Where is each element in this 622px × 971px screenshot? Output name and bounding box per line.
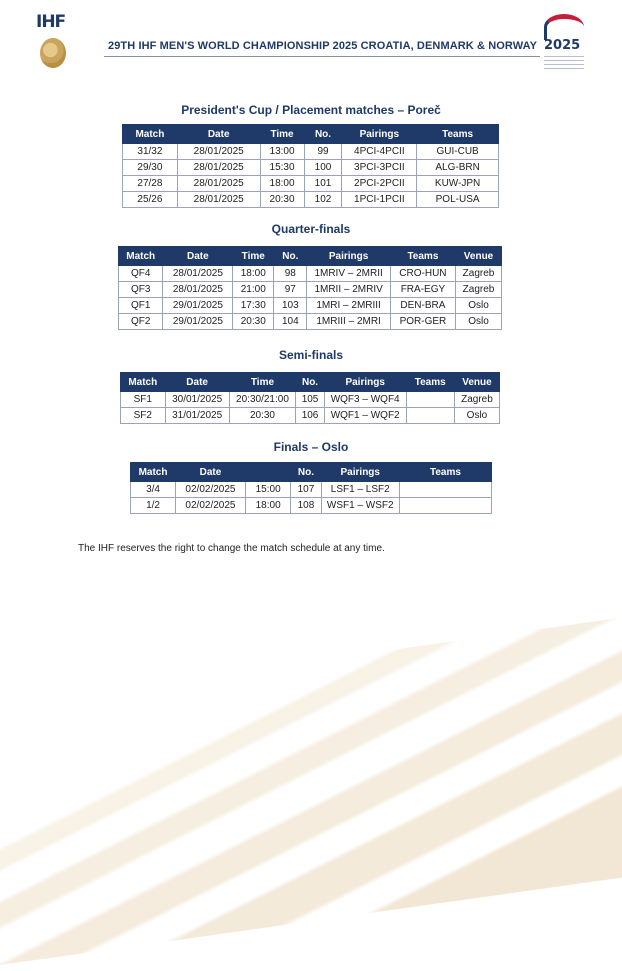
header-divider [104,56,540,57]
table-cell: 13:00 [260,144,304,160]
column-header: Time [233,247,274,266]
table-cell: 3/4 [131,482,176,498]
table-row [123,144,499,160]
table-cell: POR-GER [390,314,455,330]
column-header: Venue [456,247,502,266]
table-cell: 106 [296,408,325,424]
table-cell: QF1 [119,298,163,314]
presidents-cup-title: President's Cup / Placement matches – Poreč [181,103,441,117]
table-cell [406,408,454,424]
table-cell: 98 [274,266,307,282]
table-cell [406,392,454,408]
table-cell: FRA-EGY [390,282,455,298]
table-cell: 18:00 [260,176,304,192]
table-cell: 107 [291,482,321,498]
table-cell: 4PCI-4PCII [342,144,417,160]
table-cell: 1/2 [131,498,176,514]
column-header: No. [296,373,325,392]
table-cell: QF2 [119,314,163,330]
finals-title: Finals – Oslo [273,440,349,454]
table-cell: KUW-JPN [417,176,499,192]
table-cell: POL-USA [417,192,499,208]
table-cell: WSF1 – WSF2 [321,498,399,514]
table-cell: SF1 [121,392,166,408]
table-cell: GUI-CUB [417,144,499,160]
ihf-logo [36,12,72,70]
column-header: Pairings [324,373,406,392]
table-cell: 28/01/2025 [177,176,260,192]
table-cell: 02/02/2025 [176,482,246,498]
column-header: No. [274,247,307,266]
table-cell: 102 [304,192,342,208]
table-cell: 20:30/21:00 [229,392,296,408]
table-cell: 1PCI-1PCII [342,192,417,208]
table-cell: WQF1 – WQF2 [324,408,406,424]
table-cell: 18:00 [245,498,291,514]
table-cell: 28/01/2025 [177,192,260,208]
table-cell: 17:30 [233,298,274,314]
championship-logo [544,14,590,76]
column-header: Date [165,373,229,392]
table-cell: 105 [296,392,325,408]
table-row [119,282,502,298]
column-header: Pairings [342,125,417,144]
column-header: Match [121,373,166,392]
table-cell: 29/01/2025 [163,298,233,314]
table-cell: 28/01/2025 [177,144,260,160]
quarter-finals-title: Quarter-finals [271,222,351,236]
column-header: Date [163,247,233,266]
column-header: Match [123,125,178,144]
table-cell: DEN-BRA [390,298,455,314]
column-header: Date [176,463,246,482]
handball-icon [40,38,66,68]
table-cell: LSF1 – LSF2 [321,482,399,498]
table-cell: Oslo [456,314,502,330]
semi-finals-title: Semi-finals [278,348,344,362]
column-header: Teams [399,463,491,482]
table-cell: 28/01/2025 [163,266,233,282]
table-cell: Zagreb [456,266,502,282]
column-header: Date [177,125,260,144]
table-cell: 28/01/2025 [163,282,233,298]
table-cell: Oslo [454,408,499,424]
table-cell: 104 [274,314,307,330]
table-cell: 1MRIII – 2MRI [307,314,390,330]
column-header: No. [291,463,321,482]
table-cell: 31/01/2025 [165,408,229,424]
table-cell: 99 [304,144,342,160]
table-cell: QF3 [119,282,163,298]
championship-arc-icon [544,14,584,40]
table-row [131,482,492,498]
column-header [245,463,291,482]
table-cell: 100 [304,160,342,176]
table-row [121,392,500,408]
table-cell: 20:30 [233,314,274,330]
table-cell [399,482,491,498]
column-header: Pairings [307,247,390,266]
championship-logo-fineprint [544,56,584,72]
column-header: Match [131,463,176,482]
column-header: Time [260,125,304,144]
table-cell: 21:00 [233,282,274,298]
table-cell: Zagreb [456,282,502,298]
table-row [119,298,502,314]
table-cell: CRO-HUN [390,266,455,282]
table-cell: 2PCI-2PCII [342,176,417,192]
table-cell: 15:30 [260,160,304,176]
table-cell: QF4 [119,266,163,282]
table-cell: 18:00 [233,266,274,282]
table-cell: 25/26 [123,192,178,208]
column-header: No. [304,125,342,144]
table-cell: 3PCI-3PCII [342,160,417,176]
table-cell [399,498,491,514]
table-cell: 20:30 [260,192,304,208]
table-row [123,176,499,192]
table-row [119,266,502,282]
table-cell: WQF3 – WQF4 [324,392,406,408]
quarter-finals-table [118,246,502,330]
column-header: Match [119,247,163,266]
column-header: Teams [406,373,454,392]
table-cell: Zagreb [454,392,499,408]
column-header: Venue [454,373,499,392]
table-cell: 27/28 [123,176,178,192]
table-cell: 108 [291,498,321,514]
table-cell: 28/01/2025 [177,160,260,176]
table-cell: 29/30 [123,160,178,176]
table-row [119,314,502,330]
table-cell: 30/01/2025 [165,392,229,408]
table-cell: 1MRI – 2MRIII [307,298,390,314]
document-header-title: 29TH IHF MEN'S WORLD CHAMPIONSHIP 2025 CROATIA, DENMARK & NORWAY [108,40,538,52]
column-header: Time [229,373,296,392]
decorative-wave-background [0,609,622,970]
table-cell: 101 [304,176,342,192]
table-cell: Oslo [456,298,502,314]
table-row [123,192,499,208]
column-header: Pairings [321,463,399,482]
table-row [121,408,500,424]
column-header: Teams [417,125,499,144]
table-cell: 15:00 [245,482,291,498]
table-cell: 20:30 [229,408,296,424]
finals-table [130,462,492,514]
table-cell: 31/32 [123,144,178,160]
championship-logo-year: 2025 [544,38,581,53]
table-cell: 97 [274,282,307,298]
presidents-cup-table [122,124,499,208]
table-cell: 02/02/2025 [176,498,246,514]
table-cell: SF2 [121,408,166,424]
table-cell: 103 [274,298,307,314]
column-header: Teams [390,247,455,266]
table-cell: 1MRII – 2MRIV [307,282,390,298]
table-row [123,160,499,176]
ihf-logo-text: IHF [36,12,66,32]
table-cell: ALG-BRN [417,160,499,176]
semi-finals-table [120,372,500,424]
table-cell: 29/01/2025 [163,314,233,330]
table-row [131,498,492,514]
table-cell: 1MRIV – 2MRII [307,266,390,282]
schedule-disclaimer: The IHF reserves the right to change the match schedule at any time. [78,543,385,554]
